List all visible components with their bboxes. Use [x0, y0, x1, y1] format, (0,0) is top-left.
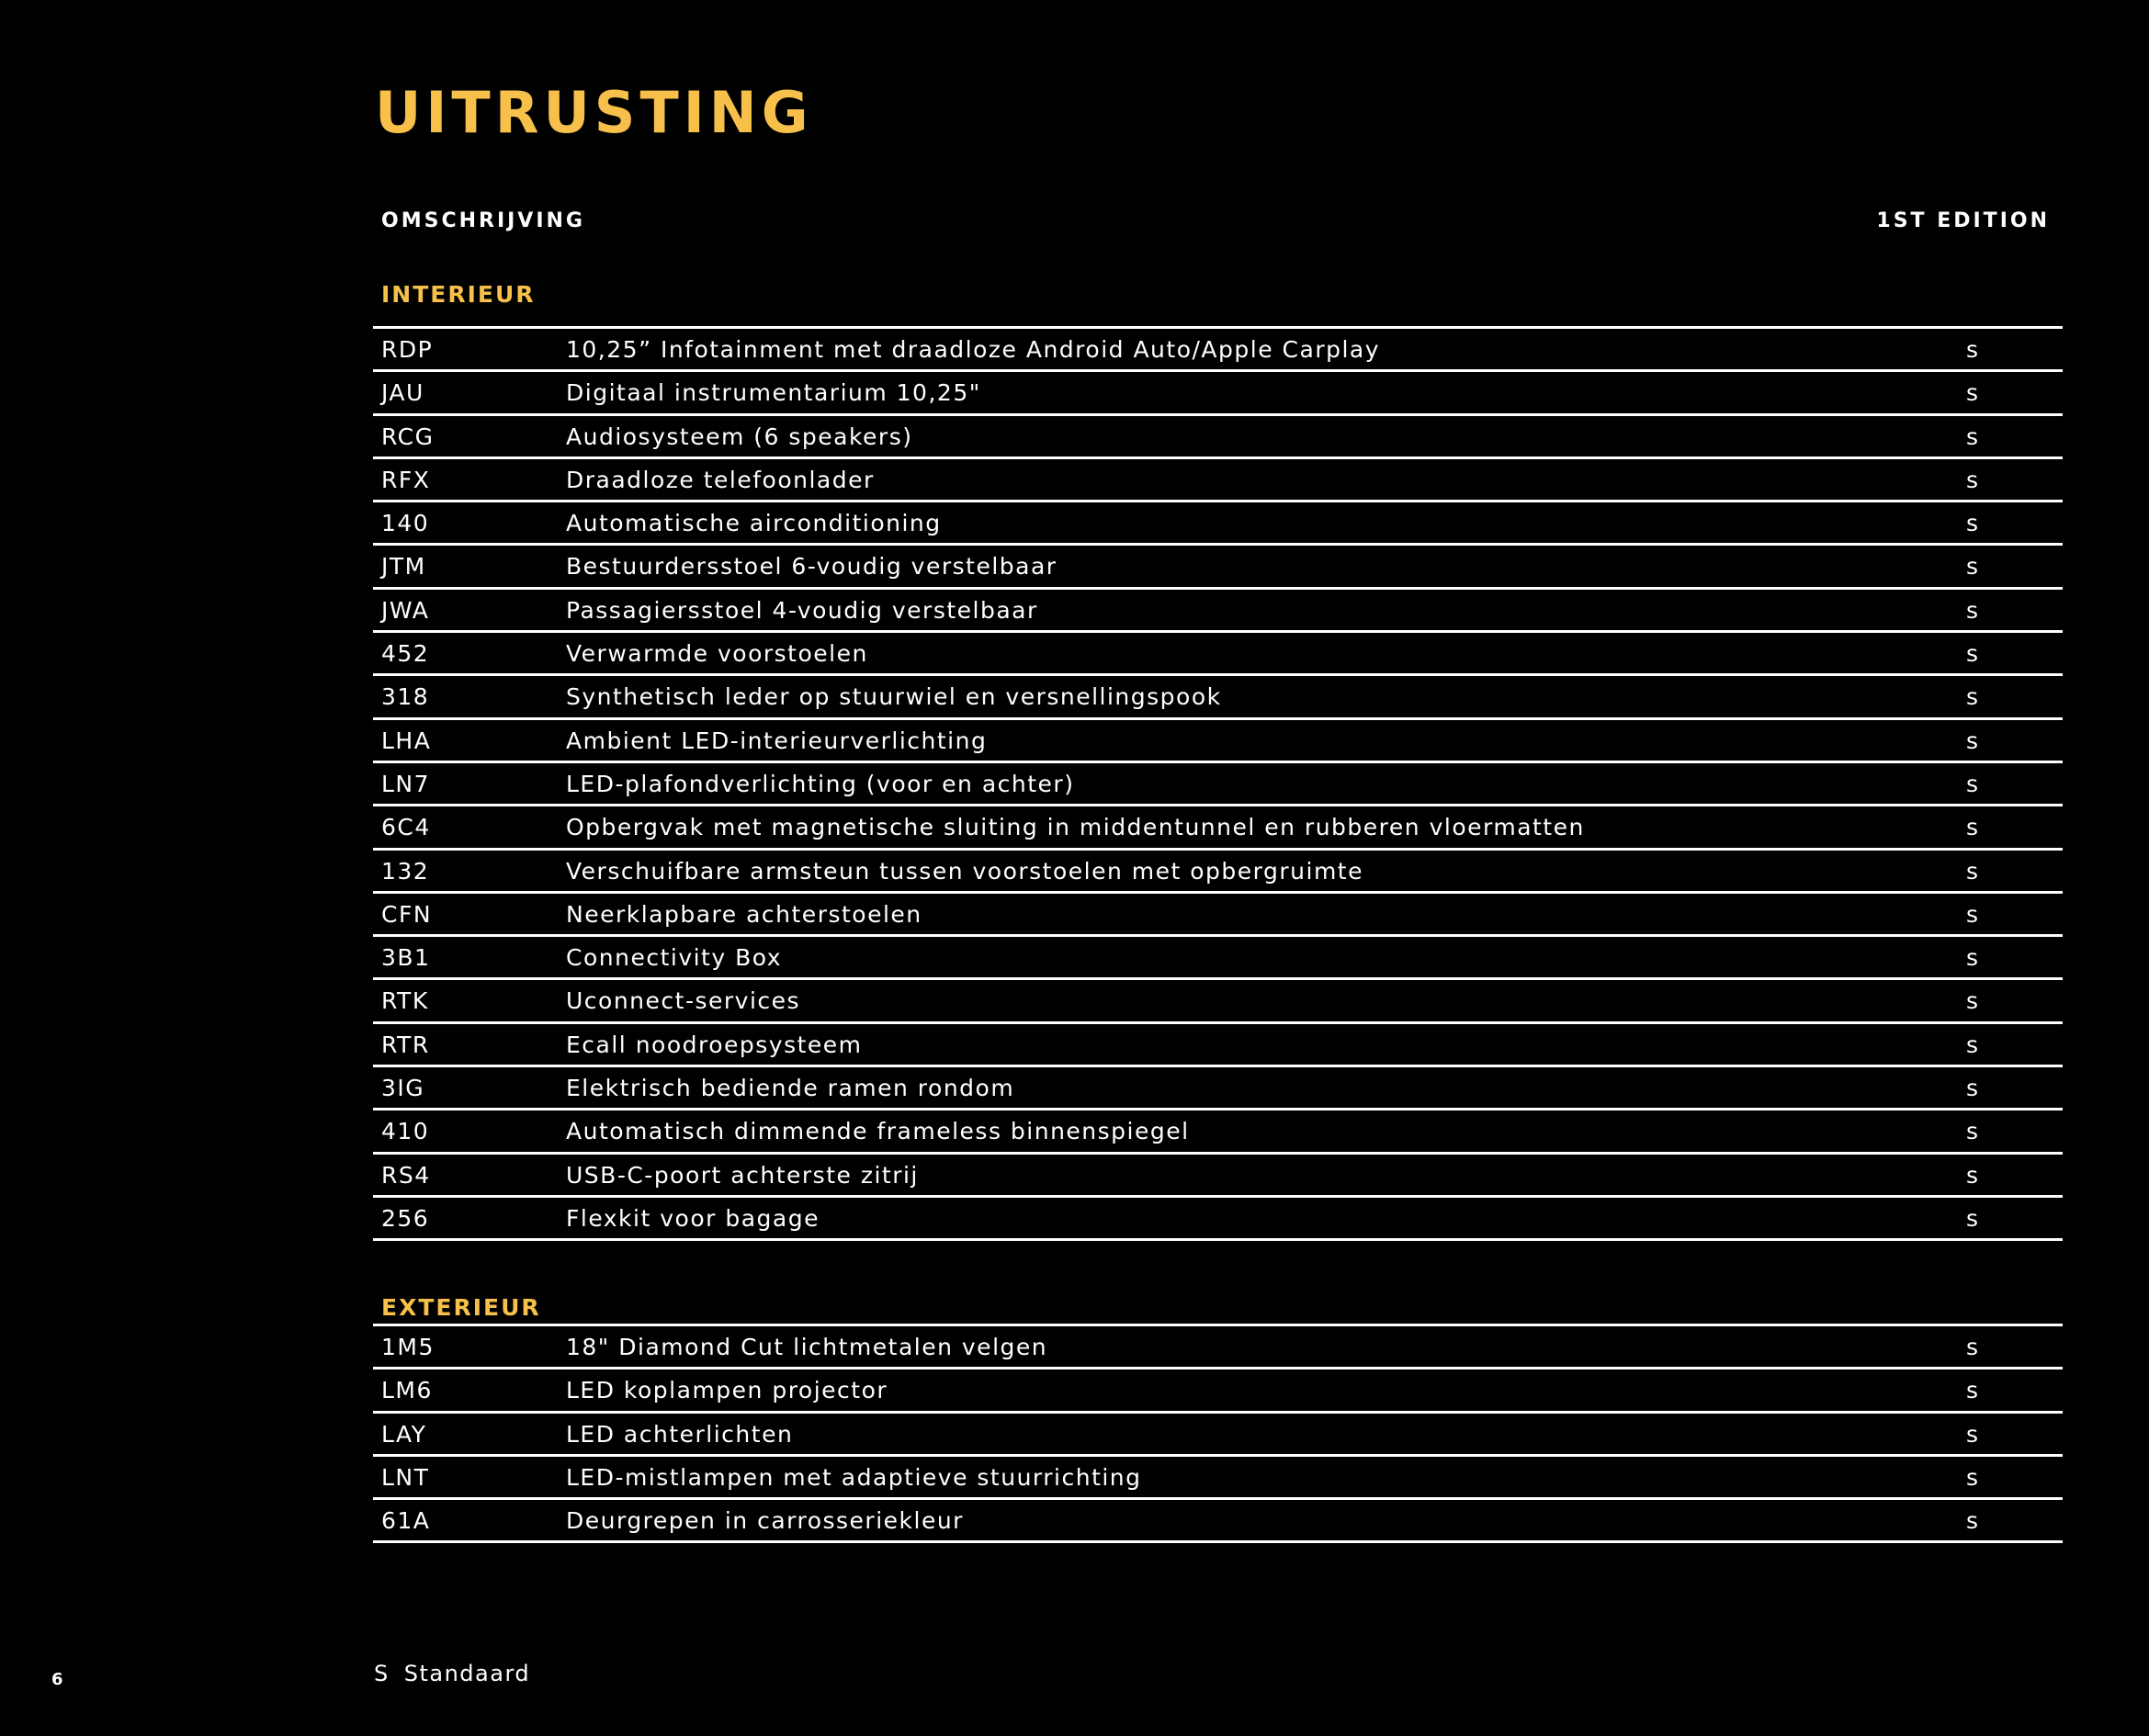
page-number: 6: [51, 1670, 63, 1689]
edition-value: s: [1966, 727, 1980, 754]
option-description: LED koplampen projector: [566, 1377, 888, 1404]
table-row: [373, 459, 2063, 502]
option-description: Flexkit voor bagage: [566, 1204, 820, 1232]
table-row: [373, 1326, 2063, 1370]
option-description: Opbergvak met magnetische sluiting in middentunnel en rubberen vloermatten: [566, 814, 1585, 841]
table-row: [373, 546, 2063, 589]
table-row: [373, 980, 2063, 1023]
edition-value: s: [1966, 1075, 1980, 1102]
table-row: [373, 937, 2063, 980]
table-row: [373, 1155, 2063, 1198]
edition-value: s: [1966, 423, 1980, 450]
option-description: Automatische airconditioning: [566, 510, 942, 537]
edition-value: s: [1966, 1507, 1980, 1535]
option-description: Synthetisch leder op stuurwiel en versnellingspook: [566, 683, 1222, 711]
option-code: 6C4: [381, 814, 431, 841]
option-code: RS4: [381, 1161, 431, 1189]
option-code: LHA: [381, 727, 432, 754]
option-code: JAU: [381, 379, 424, 407]
table-row: [373, 1024, 2063, 1067]
exterieur-table: [373, 1324, 2063, 1543]
edition-value: s: [1966, 1161, 1980, 1189]
option-code: RFX: [381, 466, 431, 493]
edition-value: s: [1966, 1204, 1980, 1232]
option-description: Verwarmde voorstoelen: [566, 640, 868, 668]
option-code: 256: [381, 1204, 430, 1232]
table-row: [373, 1457, 2063, 1500]
option-code: JWA: [381, 596, 430, 624]
edition-value: s: [1966, 1420, 1980, 1448]
option-code: LNT: [381, 1463, 430, 1491]
table-row: [373, 806, 2063, 850]
option-code: 140: [381, 510, 430, 537]
option-code: LM6: [381, 1377, 433, 1404]
option-description: LED-mistlampen met adaptieve stuurrichting: [566, 1463, 1142, 1491]
edition-value: s: [1966, 1377, 1980, 1404]
option-code: 132: [381, 857, 430, 885]
option-description: Draadloze telefoonlader: [566, 466, 875, 493]
edition-value: s: [1966, 1031, 1980, 1058]
edition-value: s: [1966, 379, 1980, 407]
edition-value: s: [1966, 900, 1980, 928]
column-header-description: OMSCHRIJVING: [381, 209, 585, 232]
edition-value: s: [1966, 1463, 1980, 1491]
interieur-table: [373, 326, 2063, 1241]
table-row: [373, 894, 2063, 937]
edition-value: s: [1966, 336, 1980, 363]
option-code: 3IG: [381, 1075, 425, 1102]
option-description: LED achterlichten: [566, 1420, 794, 1448]
page-title: UITRUSTING: [375, 79, 813, 146]
table-row: [373, 590, 2063, 633]
table-row: [373, 763, 2063, 806]
edition-value: s: [1966, 814, 1980, 841]
edition-value: s: [1966, 683, 1980, 711]
edition-value: s: [1966, 553, 1980, 581]
legend: [374, 1661, 530, 1686]
column-header-edition: 1ST EDITION: [1876, 209, 2050, 232]
edition-value: s: [1966, 466, 1980, 493]
option-description: LED-plafondverlichting (voor en achter): [566, 770, 1075, 797]
table-row: [373, 1110, 2063, 1154]
option-code: 1M5: [381, 1334, 435, 1360]
option-description: Elektrisch bediende ramen rondom: [566, 1075, 1015, 1102]
option-code: LAY: [381, 1420, 427, 1448]
edition-value: s: [1966, 510, 1980, 537]
option-description: Audiosysteem (6 speakers): [566, 423, 913, 450]
table-row: [373, 372, 2063, 415]
edition-value: s: [1966, 770, 1980, 797]
option-description: Verschuifbare armsteun tussen voorstoelen met opbergruimte: [566, 857, 1363, 885]
edition-value: s: [1966, 987, 1980, 1015]
edition-value: s: [1966, 857, 1980, 885]
option-description: Automatisch dimmende frameless binnenspiegel: [566, 1118, 1190, 1145]
table-row: [373, 1414, 2063, 1457]
edition-value: s: [1966, 596, 1980, 624]
legend-key: S: [374, 1661, 390, 1686]
option-code: JTM: [381, 553, 426, 581]
option-description: Bestuurdersstoel 6-voudig verstelbaar: [566, 553, 1058, 581]
option-description: Ambient LED-interieurverlichting: [566, 727, 988, 754]
option-code: RTK: [381, 987, 429, 1015]
table-row: [373, 1198, 2063, 1241]
table-row: [373, 1500, 2063, 1543]
table-row: [373, 502, 2063, 546]
option-code: 3B1: [381, 944, 431, 972]
table-row: [373, 720, 2063, 763]
option-code: 452: [381, 640, 430, 668]
option-code: LN7: [381, 770, 431, 797]
table-row: [373, 633, 2063, 676]
option-code: CFN: [381, 900, 433, 928]
option-code: RDP: [381, 336, 434, 363]
option-description: Neerklapbare achterstoelen: [566, 900, 922, 928]
option-description: Uconnect-services: [566, 987, 801, 1015]
option-code: 410: [381, 1118, 430, 1145]
option-description: Connectivity Box: [566, 944, 783, 972]
option-description: USB-C-poort achterste zitrij: [566, 1161, 919, 1189]
option-description: 18" Diamond Cut lichtmetalen velgen: [566, 1334, 1048, 1360]
table-row: [373, 1370, 2063, 1413]
edition-value: s: [1966, 1334, 1980, 1360]
option-description: Ecall noodroepsysteem: [566, 1031, 863, 1058]
option-code: 318: [381, 683, 430, 711]
table-row: [373, 1067, 2063, 1110]
table-row: [373, 676, 2063, 719]
option-description: Deurgrepen in carrosseriekleur: [566, 1507, 964, 1535]
legend-label: Standaard: [403, 1661, 531, 1686]
edition-value: s: [1966, 640, 1980, 668]
option-code: RCG: [381, 423, 435, 450]
table-row: [373, 416, 2063, 459]
table-row: [373, 329, 2063, 372]
section-label-exterieur: EXTERIEUR: [381, 1294, 541, 1321]
option-description: 10,25” Infotainment met draadloze Android Auto/Apple Carplay: [566, 336, 1381, 363]
option-description: Digitaal instrumentarium 10,25": [566, 379, 981, 407]
edition-value: s: [1966, 1118, 1980, 1145]
section-label-interieur: INTERIEUR: [381, 281, 536, 308]
option-code: RTR: [381, 1031, 430, 1058]
table-row: [373, 851, 2063, 894]
option-code: 61A: [381, 1507, 431, 1535]
option-description: Passagiersstoel 4-voudig verstelbaar: [566, 596, 1038, 624]
edition-value: s: [1966, 944, 1980, 972]
